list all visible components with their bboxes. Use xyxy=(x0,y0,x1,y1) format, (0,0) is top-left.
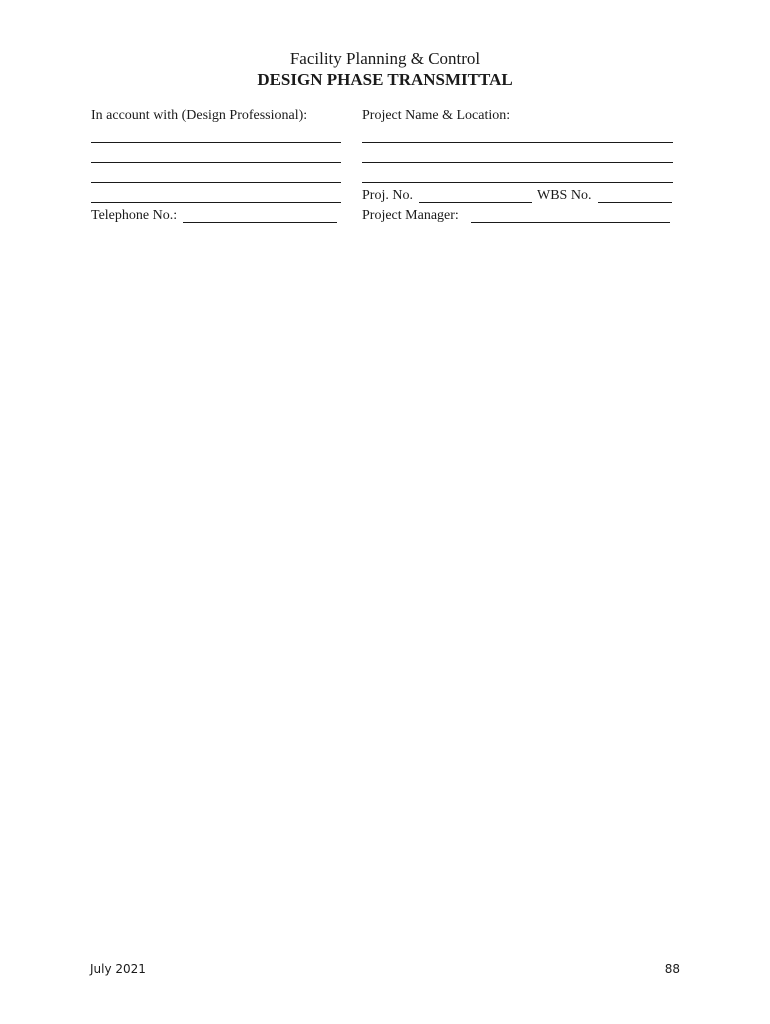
project-manager-field[interactable] xyxy=(471,222,670,223)
footer-page-number: 88 xyxy=(664,962,680,976)
proj-no-label: Proj. No. xyxy=(362,188,413,203)
document-title: DESIGN PHASE TRANSMITTAL xyxy=(257,70,513,89)
design-professional-line-4[interactable] xyxy=(91,186,346,206)
design-professional-line-2[interactable] xyxy=(91,146,346,166)
project-manager-label: Project Manager: xyxy=(362,208,459,223)
proj-no-field[interactable] xyxy=(419,202,532,203)
organization-name: Facility Planning & Control xyxy=(289,49,481,68)
project-manager-row xyxy=(362,206,677,226)
project-name-line-2[interactable] xyxy=(362,146,677,166)
proj-wbs-row xyxy=(362,186,677,206)
wbs-no-label: WBS No. xyxy=(537,188,592,203)
project-name-line-3[interactable] xyxy=(362,166,677,186)
project-name-location-label: Project Name & Location: xyxy=(362,108,511,123)
design-professional-line-3[interactable] xyxy=(91,166,346,186)
telephone-label: Telephone No.: xyxy=(91,208,178,223)
account-label: In account with (Design Professional): xyxy=(91,108,308,123)
telephone-field[interactable] xyxy=(183,222,337,223)
telephone-row xyxy=(91,206,346,226)
project-name-line-1[interactable] xyxy=(362,126,677,146)
design-professional-line-1[interactable] xyxy=(91,126,346,146)
project-section xyxy=(362,106,677,226)
document-header xyxy=(0,48,770,90)
footer-date: July 2021 xyxy=(90,962,146,976)
design-professional-section xyxy=(91,106,346,226)
wbs-no-field[interactable] xyxy=(598,202,672,203)
